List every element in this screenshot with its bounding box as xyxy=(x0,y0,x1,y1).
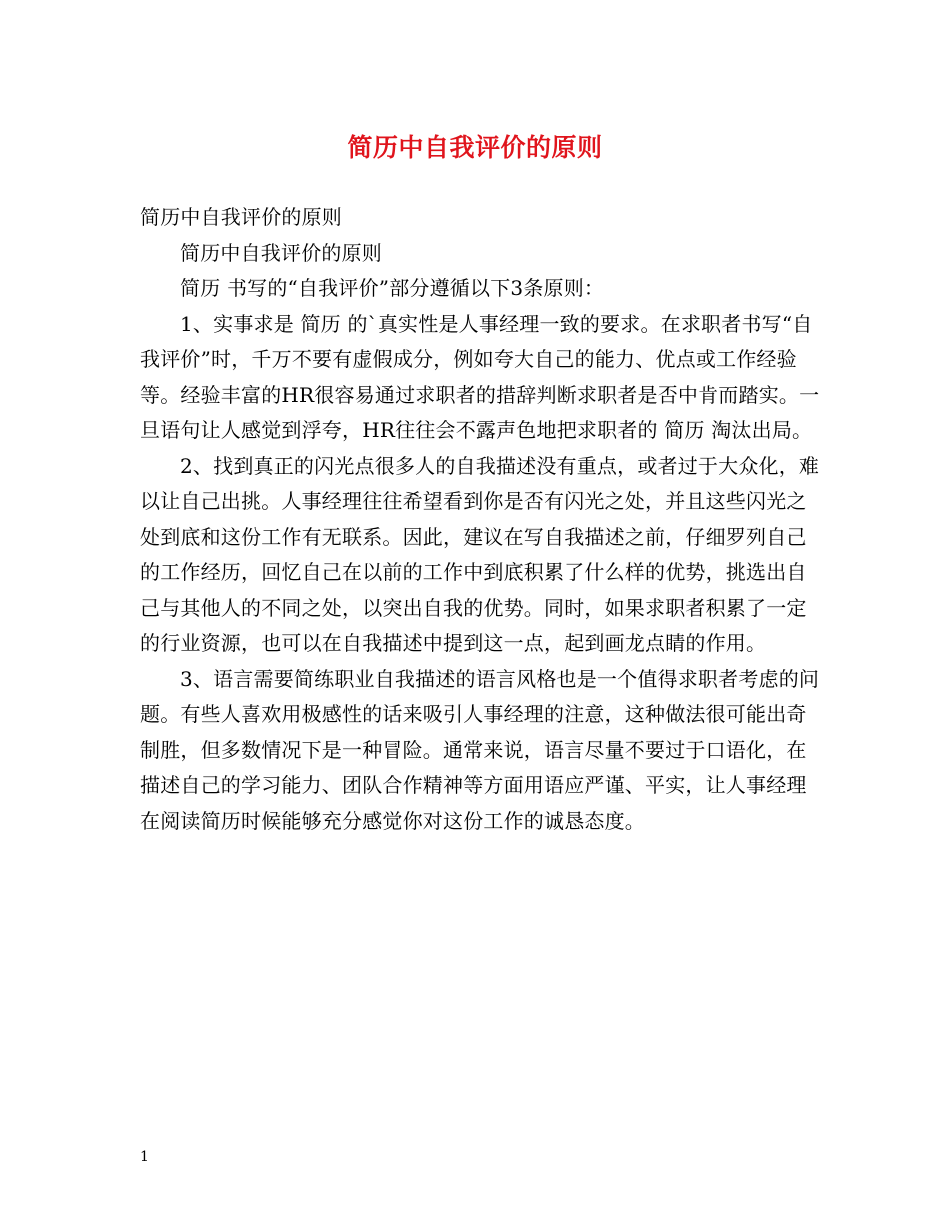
paragraph-principle-3: 3、语言需要简练职业自我描述的语言风格也是一个值得求职者考虑的问题。有些人喜欢用极感性的话来吸引人事经理的注意，这种做法很可能出奇制胜，但多数情况下是一种冒险。通常来说，语言尽量不要过于口语化，在描述自己的学习能力、团队合作精神等方面用语应严谨、平实，让人事经理在阅读简历时候能够充分感觉你对这份工作的诚恳态度。 xyxy=(140,666,820,833)
paragraph-intro: 简历 书写的“自我评价”部分遵循以下3条原则： xyxy=(180,276,605,300)
paragraph-subheading: 简历中自我评价的原则 xyxy=(180,240,382,265)
document-body xyxy=(140,200,820,839)
page-number: 1 xyxy=(140,1149,149,1165)
paragraph-principle-1: 1、实事求是 简历 的`真实性是人事经理一致的要求。在求职者书写“自我评价”时，千万不要有虚假成分，例如夸大自己的能力、优点或工作经验等。经验丰富的HR很容易通过求职者的措辞判断求职者是否中肯而踏实。一旦语句让人感觉到浮夸，HR往往会不露声色地把求职者的 简历 淘汰出局。 xyxy=(140,311,820,442)
document-title: 简历中自我评价的原则 xyxy=(347,133,603,162)
paragraph-heading: 简历中自我评价的原则 xyxy=(140,205,342,229)
paragraph-principle-2: 2、找到真正的闪光点很多人的自我描述没有重点，或者过于大众化，难以让自己出挑。人事经理往往希望看到你是否有闪光之处，并且这些闪光之处到底和这份工作有无联系。因此，建议在写自我描述之前，仔细罗列自己的工作经历，回忆自己在以前的工作中到底积累了什么样的优势，挑选出自己与其他人的不同之处，以突出自我的优势。同时，如果求职者积累了一定的行业资源，也可以在自我描述中提到这一点，起到画龙点睛的作用。 xyxy=(140,453,820,655)
